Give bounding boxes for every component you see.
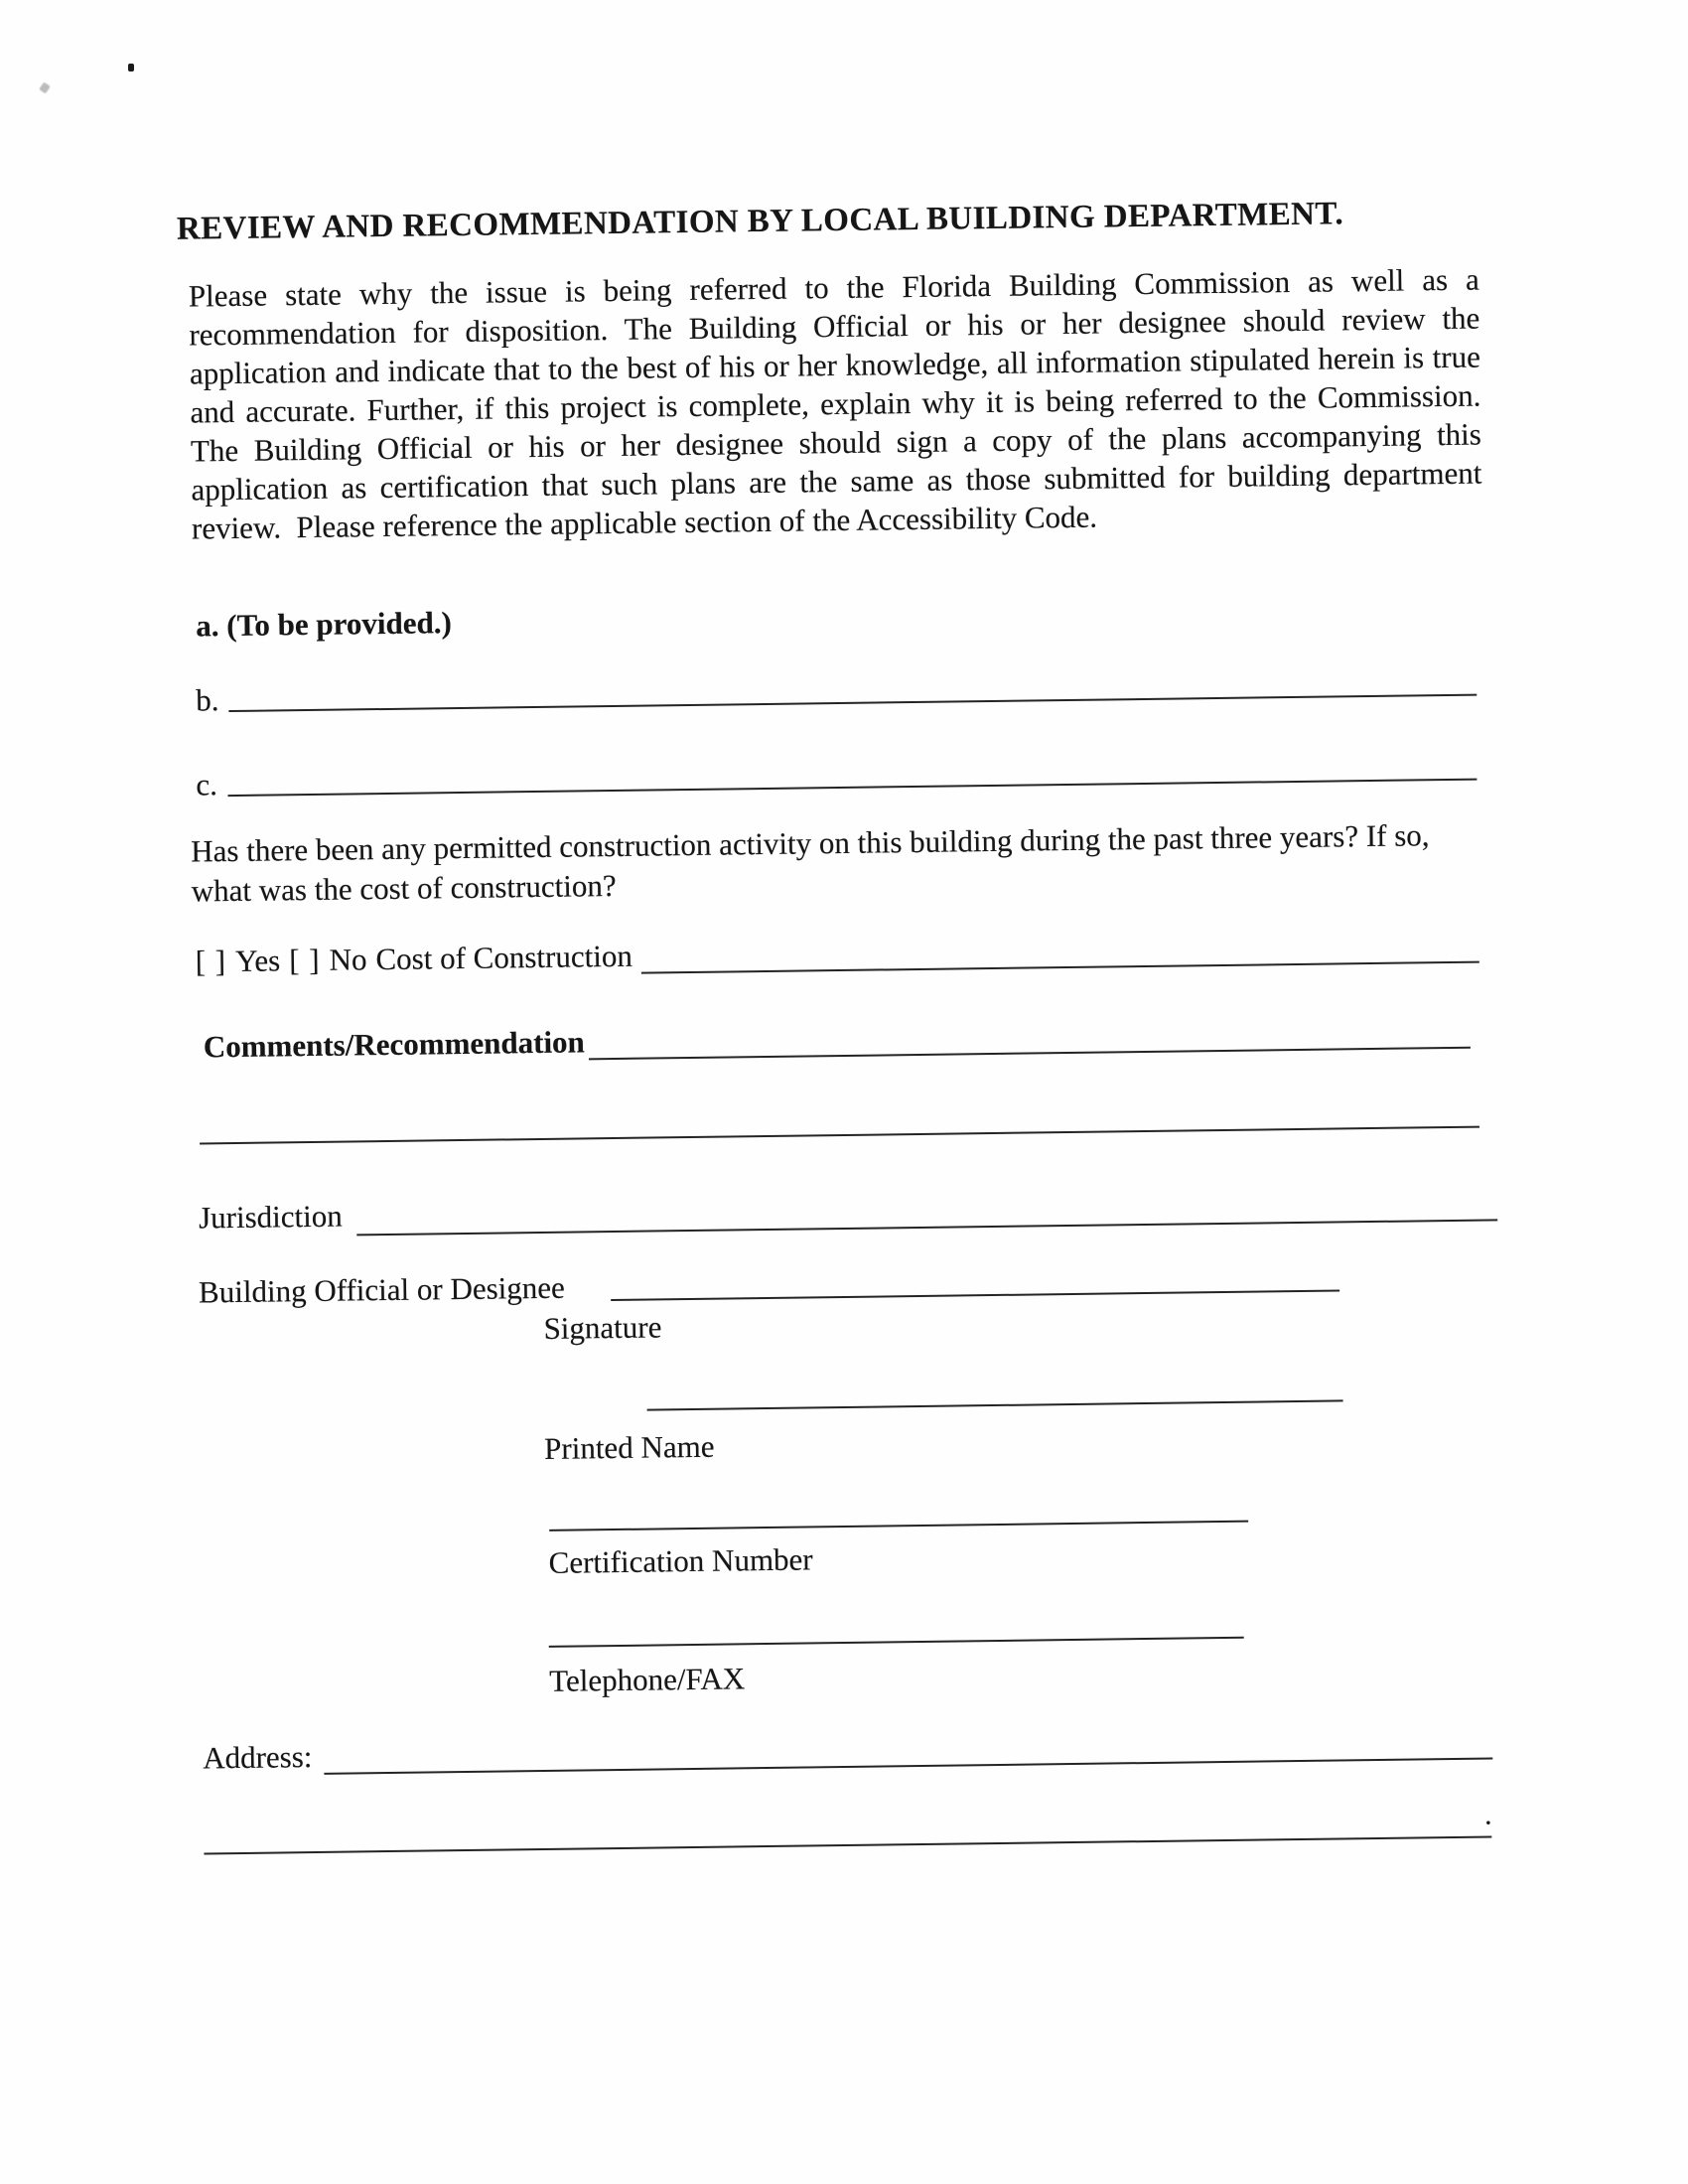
printed-name-caption: Printed Name	[543, 1428, 715, 1466]
signature-field-line[interactable]	[611, 1259, 1340, 1301]
comments-field-line[interactable]	[589, 1013, 1471, 1061]
jurisdiction-field-line[interactable]	[355, 1183, 1497, 1236]
item-b-field-line[interactable]	[228, 666, 1477, 712]
telephone-fax-caption: Telephone/FAX	[548, 1661, 746, 1698]
item-c-row	[196, 751, 1477, 803]
signature-caption: Signature	[543, 1309, 662, 1346]
no-checkbox[interactable]: [ ]	[288, 942, 321, 978]
building-official-label: Building Official or Designee	[198, 1269, 566, 1310]
building-official-row	[199, 1259, 1339, 1310]
comments-field-line-2[interactable]	[200, 1094, 1479, 1145]
item-c-label: c.	[196, 767, 218, 802]
page-title: REVIEW AND RECOMMENDATION BY LOCAL BUILDING DEPARTMENT.	[176, 196, 1344, 247]
item-b-label: b.	[196, 682, 219, 718]
cost-of-construction-label: Cost of Construction	[375, 938, 633, 977]
address-field-line[interactable]	[324, 1723, 1492, 1774]
comments-row	[204, 1013, 1471, 1066]
address-field-line-2[interactable]	[204, 1804, 1491, 1854]
yes-checkbox[interactable]: [ ]	[195, 944, 227, 979]
jurisdiction-row	[199, 1183, 1497, 1238]
telephone-fax-field-line[interactable]	[548, 1607, 1243, 1648]
printed-name-field-line[interactable]	[646, 1370, 1342, 1410]
certification-number-caption: Certification Number	[548, 1541, 813, 1580]
jurisdiction-label: Jurisdiction	[198, 1198, 343, 1236]
intro-paragraph: Please state why the issue is being referred to the Florida Building Commission as well as a recommendation for disposition. The Building Official or his or her designee should review the application and indicate that to the best of his or her knowledge, all information stipulated herein is true and accurate. Further, if this project is complete, explain why it is being referred to the Commission. The Building Official or his or her designee should sign a copy of the plans accompanying this application as certification that such plans are the same as those submitted for building department review. Please reference the applicable section of the Accessibility Code.	[188, 261, 1482, 546]
no-checkbox-label: No	[329, 942, 367, 977]
address-label: Address:	[202, 1739, 313, 1776]
construction-activity-question: Has there been any permitted construction activity on this building during the past three years? If so, what was the cost of construction?	[191, 817, 1430, 909]
stray-period: .	[1483, 1798, 1492, 1831]
yes-checkbox-label: Yes	[234, 943, 281, 978]
cost-of-construction-row	[195, 928, 1478, 980]
address-row	[203, 1723, 1492, 1776]
item-a-label: a. (To be provided.)	[196, 605, 453, 644]
item-b-row	[196, 666, 1477, 719]
comments-label: Comments/Recommendation	[203, 1024, 586, 1065]
cost-of-construction-field-line[interactable]	[641, 928, 1479, 974]
certification-number-field-line[interactable]	[549, 1491, 1248, 1531]
item-c-field-line[interactable]	[227, 751, 1477, 797]
